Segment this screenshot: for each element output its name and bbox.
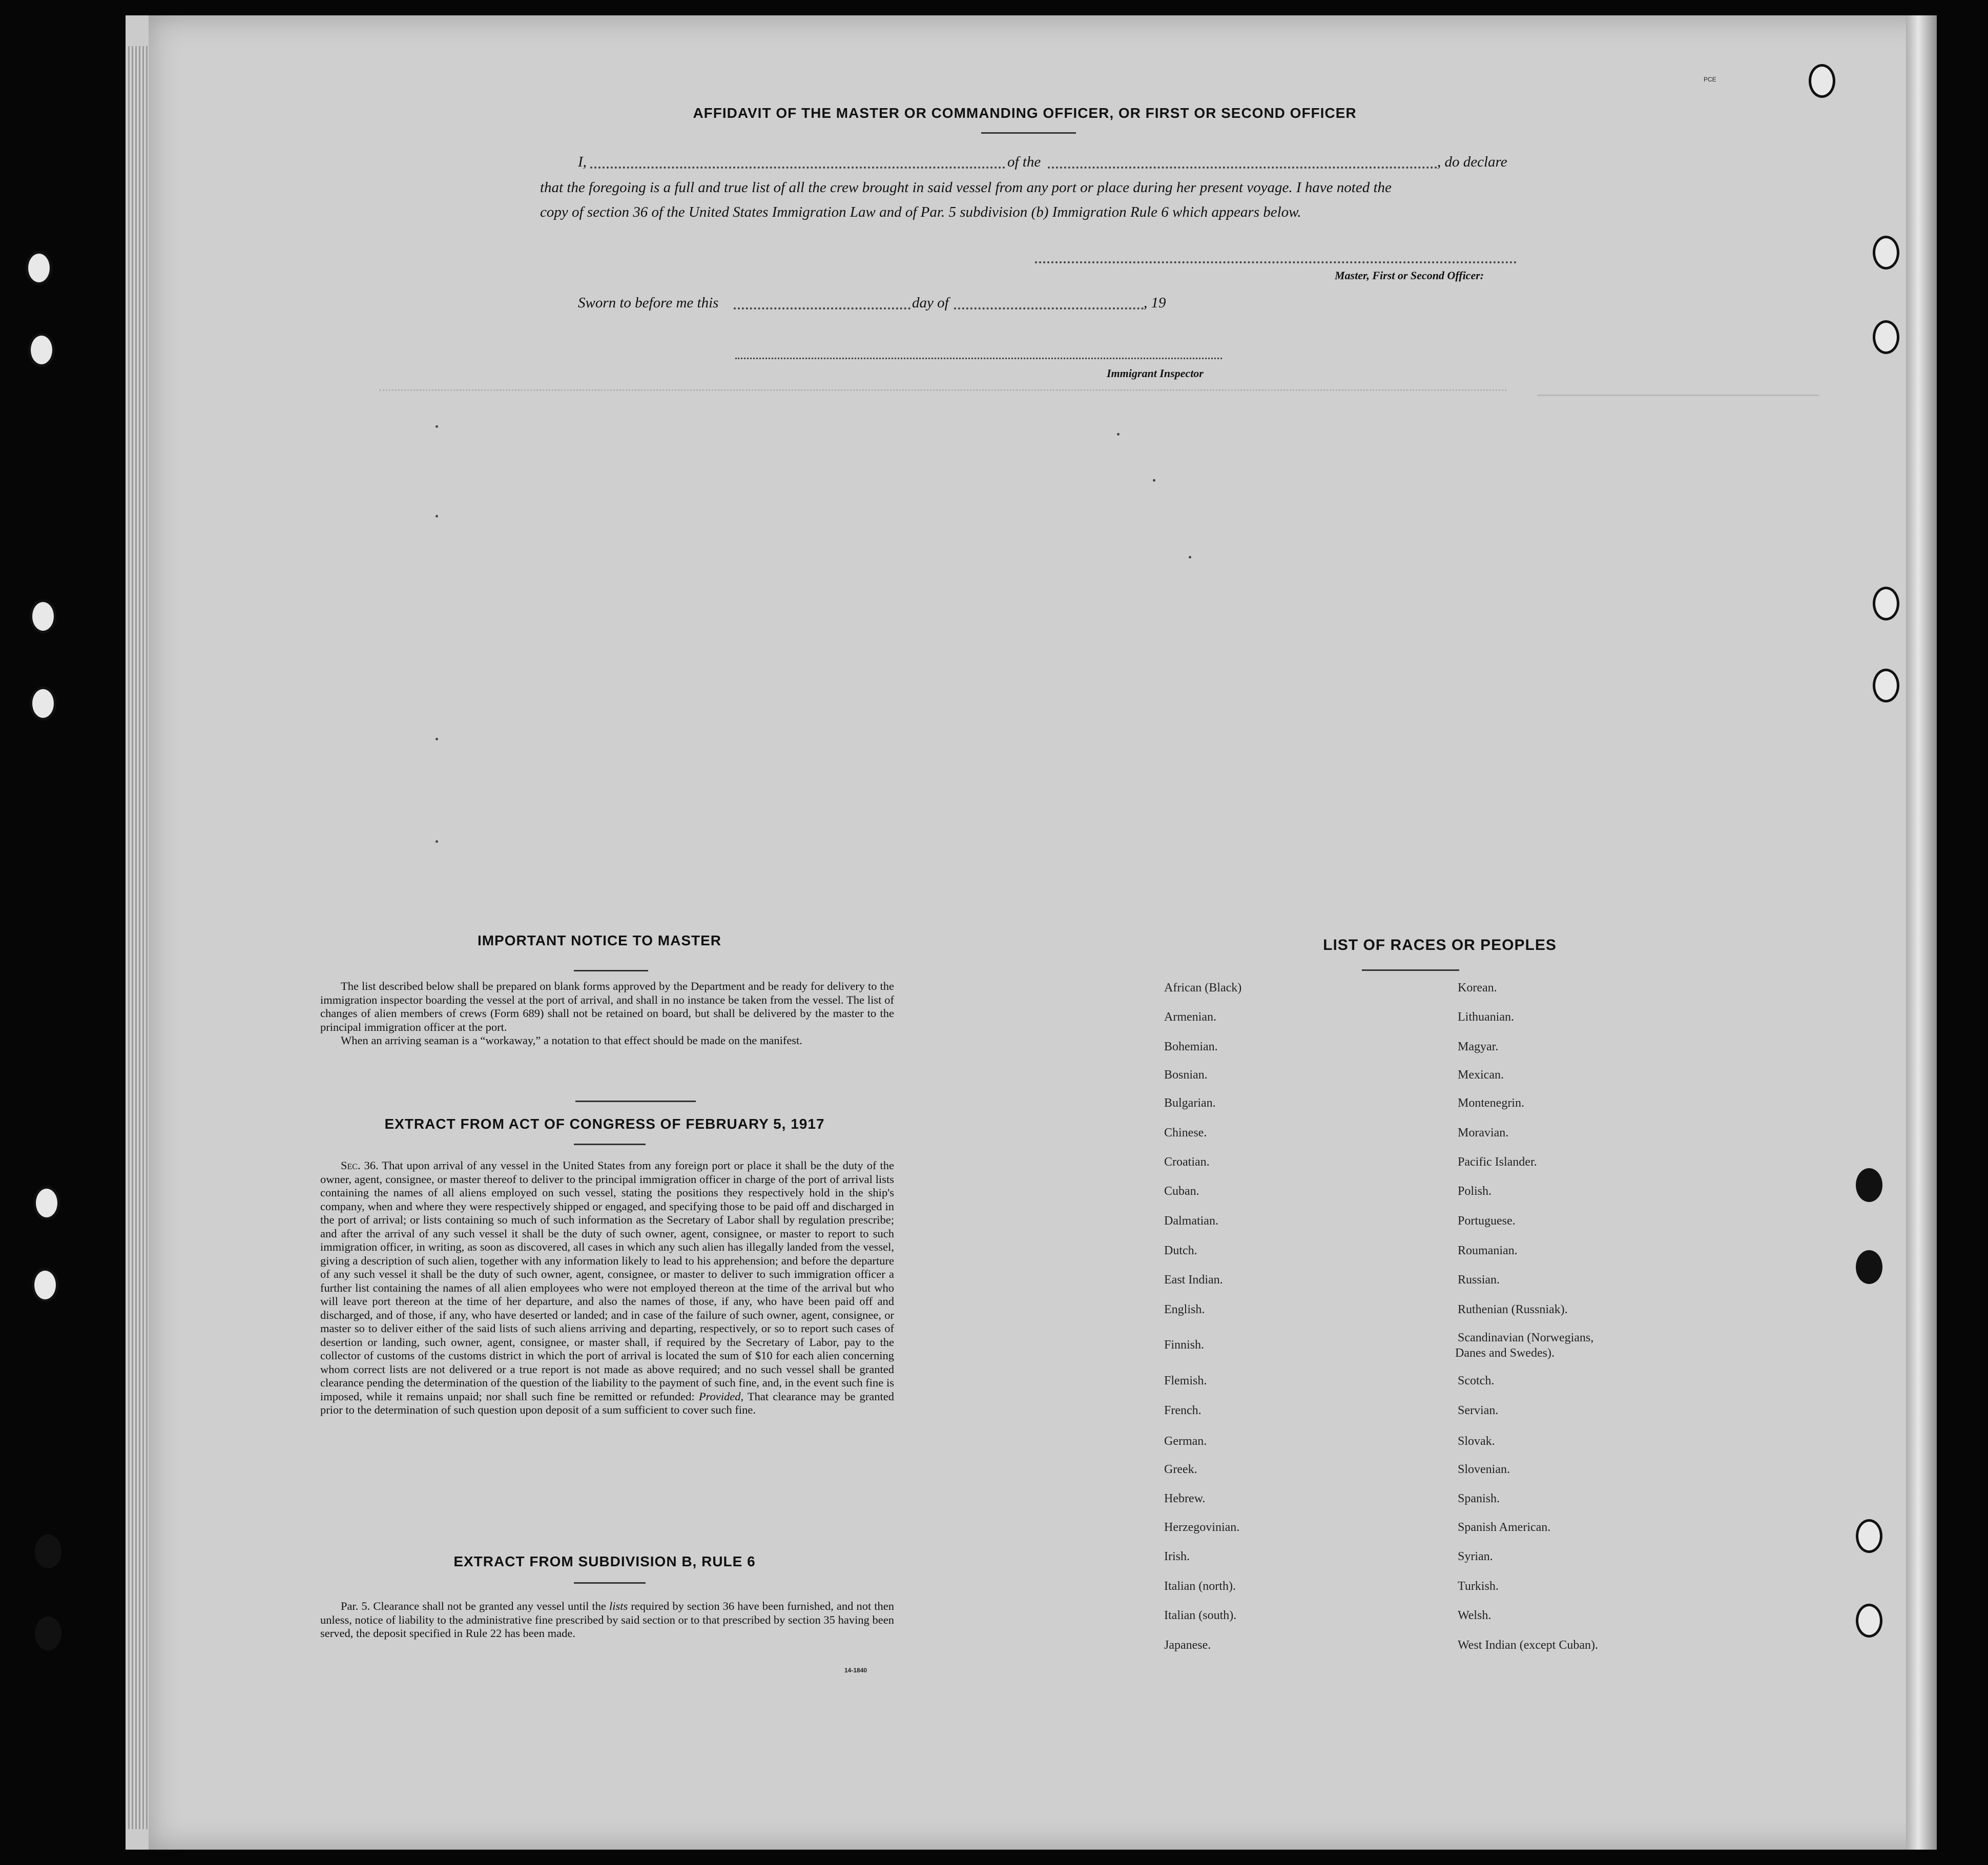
race-left-item: African (Black) — [1164, 981, 1242, 994]
race-left-item: Chinese. — [1164, 1126, 1207, 1139]
day-of-label: day of — [912, 295, 949, 311]
race-left-item: German. — [1164, 1435, 1207, 1448]
notice-body — [320, 980, 894, 1048]
binding-hole-icon — [33, 1186, 60, 1220]
race-left-item: Croatian. — [1164, 1155, 1210, 1169]
right-page-edge — [1906, 15, 1937, 1850]
day-blank[interactable] — [734, 307, 910, 309]
race-right-item: Lithuanian. — [1458, 1010, 1514, 1024]
race-right-item: Russian. — [1458, 1273, 1500, 1287]
year-label: , 19 — [1144, 295, 1166, 311]
race-left-item: Dalmatian. — [1164, 1214, 1218, 1228]
race-left-item: Bulgarian. — [1164, 1096, 1216, 1110]
officer-caption: Master, First or Second Officer: — [1335, 269, 1484, 282]
binding-hole-icon — [1873, 320, 1899, 354]
binding-hole-icon — [1873, 587, 1899, 620]
affidavit-i-label: I, — [578, 154, 587, 170]
race-right-item: Spanish American. — [1458, 1521, 1551, 1534]
stamp-mark: PCE — [1704, 76, 1716, 83]
binding-hole-icon — [28, 333, 55, 367]
binding-hole-icon — [30, 687, 56, 720]
bleed-dot — [1117, 433, 1120, 436]
affidavit-title: AFFIDAVIT OF THE MASTER OR COMMANDING OFFICER, OR FIRST OR SECOND OFFICER — [693, 105, 1357, 121]
race-left-item: English. — [1164, 1303, 1205, 1316]
binding-hole-icon — [35, 1617, 61, 1650]
binding-hole-icon — [1856, 1604, 1882, 1638]
binding-hole-icon — [1873, 669, 1899, 702]
act-tail: That clearance may be granted prior to the determination of such question upon deposit of a sum sufficient to cover such fine. — [320, 1390, 895, 1416]
month-blank[interactable] — [954, 307, 1144, 309]
race-left-item: Bohemian. — [1164, 1040, 1218, 1053]
affidavit-line-3: copy of section 36 of the United States Immigration Law and of Par. 5 subdivision (b) Immigration Rule 6 which appears below. — [540, 204, 1301, 220]
race-right-item: Slovenian. — [1458, 1463, 1510, 1476]
race-left-item: Dutch. — [1164, 1244, 1197, 1257]
binding-edge — [128, 46, 149, 1829]
race-right-item: Moravian. — [1458, 1126, 1509, 1139]
race-right-item: Pacific Islander. — [1458, 1155, 1537, 1169]
race-right-item: Polish. — [1458, 1185, 1492, 1198]
race-right-item: Syrian. — [1458, 1550, 1493, 1563]
races-title: LIST OF RACES OR PEOPLES — [1323, 937, 1557, 954]
race-left-item: Herzegovinian. — [1164, 1521, 1240, 1534]
binding-hole-icon — [32, 1268, 58, 1302]
act-extract-body — [320, 1159, 894, 1417]
binding-hole-icon — [35, 1535, 61, 1568]
inspector-signature-blank[interactable] — [735, 358, 1222, 359]
race-left-item: Bosnian. — [1164, 1068, 1208, 1082]
section-rule — [575, 1101, 696, 1102]
race-right-item: West Indian (except Cuban). — [1458, 1639, 1598, 1652]
race-right-item: Ruthenian (Russniak). — [1458, 1303, 1568, 1316]
affidavit-line-2: that the foregoing is a full and true list of all the crew brought in said vessel from any port or place during her present voyage. I have noted the — [540, 179, 1392, 196]
rule-rule — [574, 1582, 646, 1584]
vessel-blank[interactable] — [1048, 167, 1437, 169]
rule-text-b: required by section 36 have been furnished, and not then unless, notice of liability to the administrative fine prescribed by said section or to that prescribed by section 35 having been served, the deposit specified in Rule 22 has been made. — [320, 1600, 895, 1640]
notice-paragraph-1: The list described below shall be prepared on blank forms approved by the Department and be ready for delivery to the immigration inspector boarding the vessel at the port of arrival, and shall in no instance be taken from the vessel. The list of changes of alien members of crews (Form 689) shall not be retained on board, but shall be delivered by the master to the principal immigration officer at the port. — [320, 980, 894, 1033]
binding-hole-icon — [1809, 64, 1835, 98]
race-left-item: Italian (north). — [1164, 1580, 1236, 1593]
race-left-item: Greek. — [1164, 1463, 1197, 1476]
race-right-item: Mexican. — [1458, 1068, 1504, 1082]
notice-paragraph-2: When an arriving seaman is a “workaway,” a notation to that effect should be made on the manifest. — [341, 1034, 802, 1047]
race-left-item: French. — [1164, 1404, 1202, 1417]
inspector-caption: Immigrant Inspector — [1107, 367, 1204, 380]
sworn-label: Sworn to before me this — [578, 295, 719, 311]
notice-title: IMPORTANT NOTICE TO MASTER — [477, 932, 722, 948]
race-right-item: Korean. — [1458, 981, 1497, 994]
race-right-item: Scandinavian (Norwegians, — [1458, 1331, 1594, 1344]
act-extract-title: EXTRACT FROM ACT OF CONGRESS OF FEBRUARY 5, 1917 — [384, 1116, 825, 1132]
race-left-item: Cuban. — [1164, 1185, 1199, 1198]
officer-signature-blank[interactable] — [1035, 261, 1517, 263]
race-right-item: Slovak. — [1458, 1435, 1495, 1448]
binding-hole-icon — [26, 251, 52, 285]
race-left-item: Italian (south). — [1164, 1609, 1237, 1622]
binding-hole-icon — [1856, 1519, 1882, 1553]
race-right-item: Magyar. — [1458, 1040, 1499, 1053]
sec-label: Sec. 36. — [341, 1159, 379, 1172]
act-text: That upon arrival of any vessel in the United States from any foreign port or place it shall be the duty of the owner, agent, consignee, or master thereof to deliver to the principal immigration officer in charge of the port of arrival lists containing the names of all aliens employed on such vessel, stating the positions they respectively hold in the ship's company, when and where they were respectively shipped or engaged, and specifying those to be paid off and discharged in the port of arrival; or lists containing so much of such information as the Secretary of Labor shall by regulation prescribe; and after the arrival of any such vessel it shall be the duty of such owner, agent, consignee, or master to report to such immigration officer, in writing, as soon as discovered, all cases in which any such alien has illegally landed from the vessel, giving a description of such alien, together with any information likely to lead to his apprehension; and before the departure of any such vessel it shall be the duty of such owner, agent, consignee, or master to deliver to such immigration officer a further list containing the names of all alien employees who were not employed thereon at the time of the arrival but who will leave port thereon at the time of her departure, and also the names of those, if any, who have been paid off and discharged, and of those, if any, who have deserted or landed; and in case of the failure of such owner, agent, consignee, or master so to deliver either of the said lists of such aliens arriving and departing, respectively, or so to report such cases of desertion or landing, such owner, agent, consignee, or master shall, if required by the Secretary of Labor, pay to the collector of customs of the customs district in which the port of arrival is located the sum of $10 for each alien concerning whom correct lists are not delivered or a true report is not made as above required; and no such vessel shall be granted clearance pending the determination of the question of the liability to the payment of such fine, and, in the event such fine is imposed, while it remains unpaid; nor shall such fine be remitted or refunded: — [320, 1159, 894, 1403]
race-scandinavian-cont: Danes and Swedes). — [1455, 1346, 1555, 1360]
affidavit-of-the-label: of the — [1007, 154, 1041, 170]
bleed-dot — [1189, 556, 1191, 558]
race-right-item: Turkish. — [1458, 1580, 1499, 1593]
binding-hole-icon — [1873, 236, 1899, 270]
races-rule — [1362, 969, 1459, 971]
bleed-dot — [436, 840, 438, 843]
provided-word: Provided, — [698, 1390, 744, 1403]
bleed-through-row — [379, 389, 1506, 401]
affidavit-declare-label: , do declare — [1437, 154, 1507, 170]
rule-text-a: Par. 5. Clearance shall not be granted any vessel until the — [341, 1600, 606, 1612]
race-right-item: Roumanian. — [1458, 1244, 1518, 1257]
race-right-item: Portuguese. — [1458, 1214, 1516, 1228]
race-right-item: Welsh. — [1458, 1609, 1492, 1622]
title-rule — [981, 132, 1076, 134]
race-left-item: Irish. — [1164, 1550, 1190, 1563]
bleed-dot — [436, 738, 438, 740]
race-left-item: Flemish. — [1164, 1374, 1207, 1387]
form-number: 14-1840 — [844, 1667, 867, 1674]
rule-extract-title: EXTRACT FROM SUBDIVISION B, RULE 6 — [453, 1553, 756, 1569]
race-left-item: Armenian. — [1164, 1010, 1216, 1024]
race-left-item: East Indian. — [1164, 1273, 1223, 1287]
name-blank[interactable] — [590, 167, 1005, 169]
notice-rule — [574, 970, 648, 971]
race-left-item: Finnish. — [1164, 1338, 1205, 1352]
race-right-item: Spanish. — [1458, 1492, 1500, 1505]
binding-hole-icon — [30, 599, 56, 633]
lists-word: lists — [609, 1600, 628, 1612]
race-left-item: Hebrew. — [1164, 1492, 1206, 1505]
bleed-dot — [436, 515, 438, 517]
race-left-item: Japanese. — [1164, 1639, 1211, 1652]
binding-hole-icon — [1856, 1250, 1882, 1284]
bleed-dot — [1153, 479, 1155, 482]
bleed-dot — [436, 425, 438, 428]
race-right-item: Servian. — [1458, 1404, 1499, 1417]
race-right-item: Montenegrin. — [1458, 1096, 1524, 1110]
bleed-through-row — [1537, 395, 1819, 406]
rule-extract-body — [320, 1600, 894, 1641]
race-right-item: Scotch. — [1458, 1374, 1495, 1387]
act-rule — [574, 1144, 646, 1145]
binding-hole-icon — [1856, 1168, 1882, 1202]
